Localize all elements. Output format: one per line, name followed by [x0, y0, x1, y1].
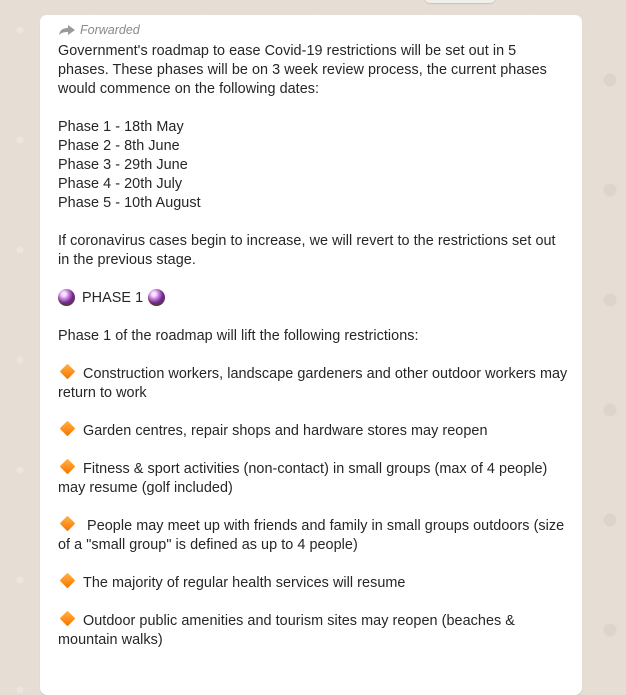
list-item-text: People may meet up with friends and family in small groups outdoors (size of a "small group" is defined as up to 4 people): [58, 518, 569, 553]
orange-diamond-icon: [60, 364, 76, 380]
list-item: [58, 517, 568, 555]
phase-date-2: Phase 2 - 8th June: [58, 138, 180, 154]
orange-diamond-icon: [60, 573, 76, 589]
list-item: [58, 365, 568, 403]
forward-arrow-icon: [58, 24, 76, 36]
date-chip: [424, 0, 496, 3]
list-item-text: The majority of regular health services will resume: [83, 575, 406, 591]
forwarded-indicator: [58, 22, 568, 38]
phase-date-4: Phase 4 - 20th July: [58, 176, 183, 192]
forwarded-label: Forwarded: [80, 23, 140, 37]
intro-paragraph: Government's roadmap to ease Covid-19 restrictions will be set out in 5 phases. These phases will be on 3 week review process, the current phases would commence on the following dates:: [58, 43, 547, 97]
list-item-text: Outdoor public amenities and tourism sites may reopen (beaches & mountain walks): [58, 613, 515, 648]
revert-note: If coronavirus cases begin to increase, we will revert to the restrictions set out in the previous stage.: [58, 233, 556, 268]
section-title: PHASE 1: [82, 290, 144, 306]
message-bubble[interactable]: [40, 15, 582, 695]
phase-date-1: Phase 1 - 18th May: [58, 119, 184, 135]
orange-diamond-icon: [60, 459, 76, 475]
phase-date-5: Phase 5 - 10th August: [58, 195, 201, 211]
list-item: [58, 460, 568, 498]
list-item-text: Construction workers, landscape gardeners and other outdoor workers may return to work: [58, 366, 568, 401]
section-heading: [58, 289, 568, 308]
crystal-ball-icon: [58, 289, 75, 306]
message-text: [58, 42, 568, 650]
phase-date-3: Phase 3 - 29th June: [58, 157, 188, 173]
list-item-text: Fitness & sport activities (non-contact) in small groups (max of 4 people) may resume (golf included): [58, 461, 548, 496]
orange-diamond-icon: [60, 611, 76, 627]
list-item: [58, 422, 568, 441]
list-item: [58, 574, 568, 593]
crystal-ball-icon: [148, 289, 165, 306]
list-item: [58, 612, 568, 650]
list-item-text: Garden centres, repair shops and hardware stores may reopen: [83, 423, 488, 439]
section-intro: Phase 1 of the roadmap will lift the following restrictions:: [58, 328, 419, 344]
orange-diamond-icon: [60, 421, 76, 437]
orange-diamond-icon: [60, 516, 76, 532]
